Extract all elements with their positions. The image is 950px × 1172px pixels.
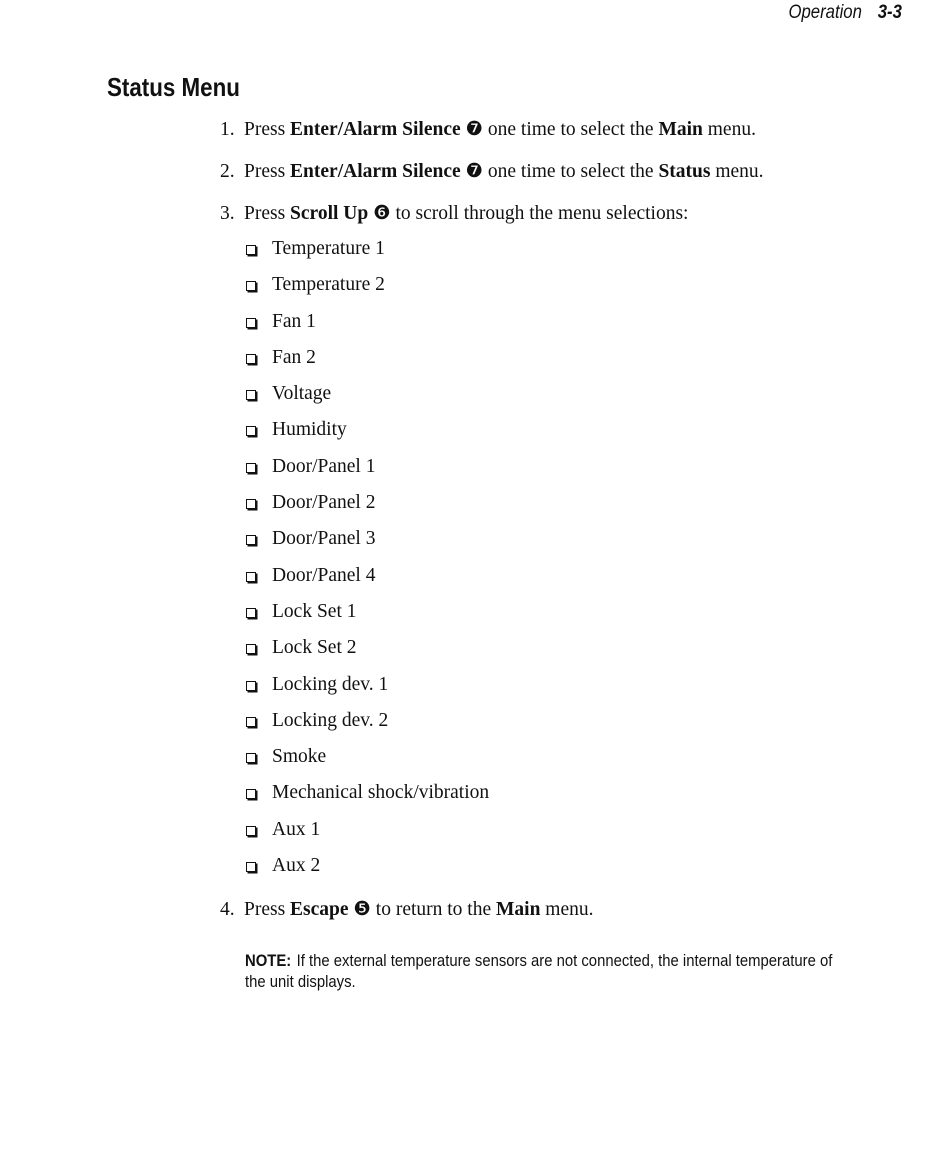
list-item: Temperature 1 xyxy=(246,237,489,273)
checkbox-bullet-icon xyxy=(246,426,256,436)
checkbox-bullet-icon xyxy=(246,608,256,618)
step-3: 3. Press Scroll Up ❻ to scroll through the menu selections: xyxy=(220,203,689,224)
checkbox-bullet-icon xyxy=(246,354,256,364)
page-number: 3-3 xyxy=(877,2,902,23)
checkbox-bullet-icon xyxy=(246,281,256,291)
checkbox-bullet-icon xyxy=(246,753,256,763)
menu-selections-list xyxy=(246,237,489,890)
list-item: Locking dev. 1 xyxy=(246,673,489,709)
checkbox-bullet-icon xyxy=(246,717,256,727)
checkbox-bullet-icon xyxy=(246,789,256,799)
checkbox-bullet-icon xyxy=(246,499,256,509)
checkbox-bullet-icon xyxy=(246,245,256,255)
key-7-icon: ❼ xyxy=(460,119,488,140)
list-item: Door/Panel 4 xyxy=(246,564,489,600)
checkbox-bullet-icon xyxy=(246,535,256,545)
note xyxy=(245,951,839,993)
step-4: 4. Press Escape ❺ to return to the Main menu. xyxy=(220,899,594,920)
key-7-icon: ❼ xyxy=(460,161,488,182)
step-2: 2. Press Enter/Alarm Silence ❼ one time to select the Status menu. xyxy=(220,161,764,182)
list-item: Voltage xyxy=(246,382,489,418)
checkbox-bullet-icon xyxy=(246,318,256,328)
key-6-icon: ❻ xyxy=(368,203,396,224)
list-item: Aux 1 xyxy=(246,818,489,854)
checkbox-bullet-icon xyxy=(246,390,256,400)
checkbox-bullet-icon xyxy=(246,644,256,654)
list-item: Lock Set 2 xyxy=(246,636,489,672)
list-item: Door/Panel 2 xyxy=(246,491,489,527)
list-item: Mechanical shock/vibration xyxy=(246,781,489,817)
list-item: Locking dev. 2 xyxy=(246,709,489,745)
list-item: Fan 1 xyxy=(246,310,489,346)
checkbox-bullet-icon xyxy=(246,826,256,836)
step-1: 1. Press Enter/Alarm Silence ❼ one time to select the Main menu. xyxy=(220,119,756,140)
list-item: Door/Panel 3 xyxy=(246,527,489,563)
list-item: Fan 2 xyxy=(246,346,489,382)
note-text: If the external temperature sensors are not connected, the internal temperature of the unit displays. xyxy=(245,952,833,991)
section-title: Status Menu xyxy=(107,72,240,102)
list-item: Smoke xyxy=(246,745,489,781)
list-item: Temperature 2 xyxy=(246,273,489,309)
note-label: NOTE: xyxy=(245,952,292,970)
checkbox-bullet-icon xyxy=(246,681,256,691)
running-header xyxy=(789,2,902,24)
list-item: Door/Panel 1 xyxy=(246,455,489,491)
list-item: Lock Set 1 xyxy=(246,600,489,636)
list-item: Humidity xyxy=(246,418,489,454)
checkbox-bullet-icon xyxy=(246,862,256,872)
header-section: Operation xyxy=(788,2,862,23)
list-item: Aux 2 xyxy=(246,854,489,890)
key-5-icon: ❺ xyxy=(348,899,376,920)
checkbox-bullet-icon xyxy=(246,463,256,473)
checkbox-bullet-icon xyxy=(246,572,256,582)
